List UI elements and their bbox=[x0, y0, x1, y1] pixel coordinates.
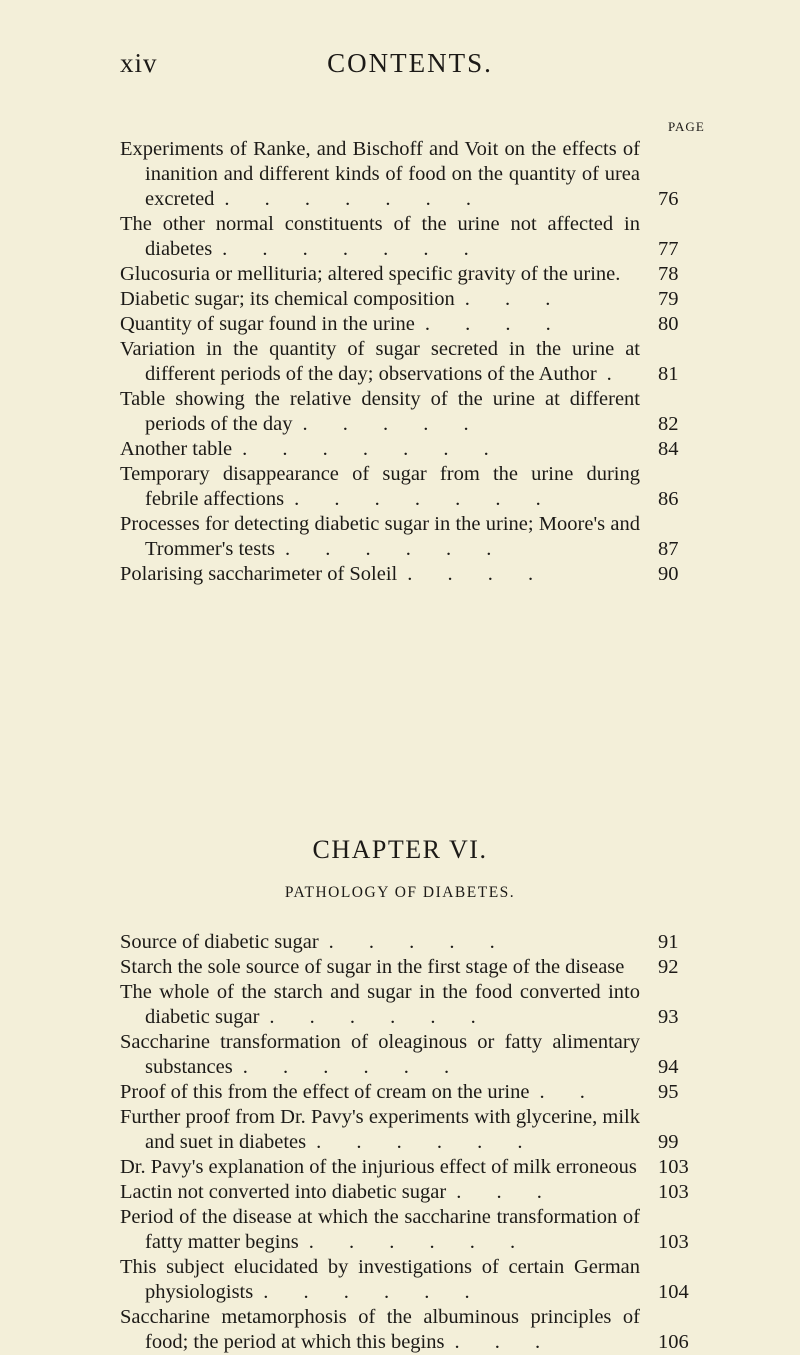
contents-entry bbox=[120, 1155, 710, 1180]
entry-page-number: 106 bbox=[658, 1331, 689, 1353]
dot-leader: . . . bbox=[456, 1181, 542, 1203]
entry-title bbox=[120, 930, 710, 955]
entry-page-number: 103 bbox=[658, 1156, 689, 1178]
entry-text: Saccharine transformation of oleaginous or fatty alimentary substances bbox=[120, 1031, 640, 1078]
entry-page-number: 99 bbox=[658, 1131, 679, 1153]
dot-leader: . . . . . . bbox=[269, 1006, 476, 1028]
dot-leader: . . . . . . . bbox=[224, 188, 472, 210]
entry-page-number: 95 bbox=[658, 1081, 679, 1103]
dot-leader: . bbox=[606, 363, 612, 385]
contents-entry bbox=[120, 287, 710, 312]
dot-leader: . . . . . . bbox=[263, 1281, 470, 1303]
contents-entry bbox=[120, 437, 710, 462]
entry-title bbox=[120, 462, 710, 512]
entry-text: Processes for detecting diabetic sugar in the urine; Moore's and Trommer's tests bbox=[120, 513, 640, 560]
chapter-subtitle: PATHOLOGY OF DIABETES. bbox=[284, 884, 516, 901]
entry-title bbox=[120, 287, 710, 312]
entry-title bbox=[120, 1080, 710, 1105]
dot-leader: . . bbox=[539, 1081, 585, 1103]
entry-title bbox=[120, 212, 710, 262]
entry-page-number: 86 bbox=[658, 488, 679, 510]
dot-leader: . . . . . . . bbox=[242, 438, 489, 460]
entry-title bbox=[120, 1180, 710, 1205]
entry-page-number: 84 bbox=[658, 438, 679, 460]
contents-entry bbox=[120, 930, 710, 955]
entry-title bbox=[120, 1030, 710, 1080]
entry-text: Polarising saccharimeter of Soleil bbox=[120, 563, 398, 585]
entry-text: Experiments of Ranke, and Bischoff and Voit on the effects of inanition and different kinds of food on the quantity of urea excreted bbox=[120, 138, 640, 210]
entry-text: Saccharine metamorphosis of the albuminous principles of food; the period at which this begins bbox=[120, 1306, 640, 1353]
entry-text: Proof of this from the effect of cream on the urine bbox=[120, 1081, 530, 1103]
entry-page-number: 104 bbox=[658, 1281, 689, 1303]
entry-page-number: 103 bbox=[658, 1181, 689, 1203]
entry-text: Quantity of sugar found in the urine bbox=[120, 313, 415, 335]
contents-entry bbox=[120, 312, 710, 337]
dot-leader: . . . . . . bbox=[308, 1231, 516, 1253]
entry-text: Another table bbox=[120, 438, 233, 460]
contents-entry bbox=[120, 1105, 710, 1155]
page-title: CONTENTS. bbox=[327, 48, 493, 78]
entry-text: Diabetic sugar; its chemical composition bbox=[120, 288, 455, 310]
contents-list-section-2 bbox=[120, 930, 710, 1355]
contents-list-section-1 bbox=[120, 137, 710, 587]
entry-text: Source of diabetic sugar bbox=[120, 931, 319, 953]
entry-title bbox=[120, 312, 710, 337]
contents-entry bbox=[120, 387, 710, 437]
entry-title bbox=[120, 262, 710, 287]
contents-entry bbox=[120, 462, 710, 512]
entry-page-number: 94 bbox=[658, 1056, 679, 1078]
entry-text: Further proof from Dr. Pavy's experiments with glycerine, milk and suet in diabetes bbox=[120, 1106, 640, 1153]
dot-leader: . . . . . . bbox=[316, 1131, 523, 1153]
contents-entry bbox=[120, 980, 710, 1030]
entry-title bbox=[120, 980, 710, 1030]
entry-title bbox=[120, 955, 710, 980]
dot-leader: . . . . . . bbox=[284, 538, 492, 560]
dot-leader: . . . . bbox=[407, 563, 534, 585]
entry-title bbox=[120, 337, 710, 387]
entry-title bbox=[120, 1155, 710, 1180]
entry-title bbox=[120, 562, 710, 587]
entry-page-number: 91 bbox=[658, 931, 679, 953]
entry-page-number: 80 bbox=[658, 313, 679, 335]
contents-entry bbox=[120, 1205, 710, 1255]
entry-page-number: 76 bbox=[658, 188, 679, 210]
contents-entry bbox=[120, 337, 710, 387]
entry-page-number: 93 bbox=[658, 1006, 679, 1028]
entry-text: The whole of the starch and sugar in the food converted into diabetic sugar bbox=[120, 981, 640, 1028]
page-number: xiv bbox=[120, 48, 158, 78]
entry-text: Period of the disease at which the saccharine transformation of fatty matter begins bbox=[120, 1206, 640, 1253]
contents-entry bbox=[120, 262, 710, 287]
dot-leader: . . . . . . bbox=[242, 1056, 450, 1078]
entry-title bbox=[120, 137, 710, 212]
dot-leader: . . . bbox=[454, 1331, 541, 1353]
running-head bbox=[0, 48, 800, 88]
entry-page-number: 79 bbox=[658, 288, 679, 310]
entry-page-number: 87 bbox=[658, 538, 679, 560]
dot-leader: . . . bbox=[464, 288, 551, 310]
contents-entry bbox=[120, 562, 710, 587]
entry-text: Glucosuria or mellituria; altered specific gravity of the urine. bbox=[120, 263, 621, 285]
entry-text: Temporary disappearance of sugar from the urine during febrile affections bbox=[120, 463, 640, 510]
contents-entry bbox=[120, 512, 710, 562]
contents-entry bbox=[120, 955, 710, 980]
entry-title bbox=[120, 1205, 710, 1255]
contents-entry bbox=[120, 1030, 710, 1080]
dot-leader: . . . . . . . bbox=[294, 488, 541, 510]
entry-page-number: 92 bbox=[658, 956, 679, 978]
contents-entry bbox=[120, 1180, 710, 1205]
entry-page-number: 82 bbox=[658, 413, 679, 435]
entry-page-number: 81 bbox=[658, 363, 679, 385]
entry-text: Table showing the relative density of the urine at different periods of the day bbox=[120, 388, 640, 435]
entry-page-number: 103 bbox=[658, 1231, 689, 1253]
contents-entry bbox=[120, 212, 710, 262]
contents-entry bbox=[120, 1255, 710, 1305]
entry-text: Variation in the quantity of sugar secreted in the urine at different periods of the day; observations of the Author bbox=[120, 338, 640, 385]
page-column-label: PAGE bbox=[668, 119, 705, 134]
entry-text: Lactin not converted into diabetic sugar bbox=[120, 1181, 447, 1203]
contents-entry bbox=[120, 1305, 710, 1355]
dot-leader: . . . . . bbox=[302, 413, 469, 435]
entry-page-number: 78 bbox=[658, 263, 679, 285]
entry-text: This subject elucidated by investigations of certain German physiologists bbox=[120, 1256, 640, 1303]
entry-text: Dr. Pavy's explanation of the injurious effect of milk erroneous bbox=[120, 1156, 637, 1178]
dot-leader: . . . . bbox=[424, 313, 551, 335]
entry-title bbox=[120, 1305, 710, 1355]
entry-page-number: 77 bbox=[658, 238, 679, 260]
entry-title bbox=[120, 437, 710, 462]
entry-title bbox=[120, 1255, 710, 1305]
entry-title bbox=[120, 387, 710, 437]
entry-title bbox=[120, 512, 710, 562]
dot-leader: . . . . . bbox=[328, 931, 495, 953]
entry-title bbox=[120, 1105, 710, 1155]
contents-entry bbox=[120, 1080, 710, 1105]
entry-text: The other normal constituents of the urine not affected in diabetes bbox=[120, 213, 640, 260]
dot-leader: . . . . . . . bbox=[222, 238, 469, 260]
chapter-title: CHAPTER VI. bbox=[312, 835, 488, 864]
entry-text: Starch the sole source of sugar in the first stage of the disease bbox=[120, 956, 625, 978]
entry-page-number: 90 bbox=[658, 563, 679, 585]
contents-entry bbox=[120, 137, 710, 212]
